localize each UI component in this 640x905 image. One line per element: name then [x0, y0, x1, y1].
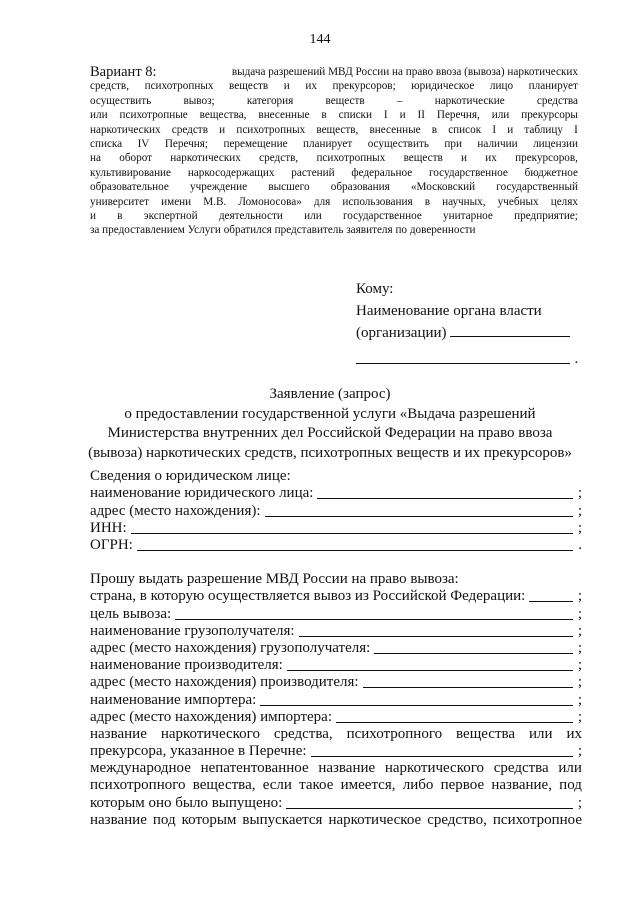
legal-entity-name-label: наименование юридического лица:	[90, 485, 314, 502]
variant-lead: Вариант 8:	[90, 64, 157, 80]
label-word: вещества,	[192, 777, 256, 794]
variant-word: «Московский	[410, 181, 476, 194]
export-request-section	[90, 571, 582, 829]
legal-entity-ogrn-label: ОГРН:	[90, 536, 133, 553]
variant-word: научных,	[442, 195, 486, 208]
variant-word: предприятие;	[514, 210, 578, 223]
variant-word: I	[574, 123, 578, 136]
variant-word: университет	[90, 195, 150, 208]
variant-word: веществ	[229, 80, 269, 93]
variant-description	[90, 65, 578, 238]
variant-word: государственный	[496, 181, 578, 194]
variant-line	[90, 180, 578, 194]
importer-address-label: адрес (место нахождения) импортера:	[90, 708, 332, 725]
variant-word: средства	[536, 94, 578, 107]
legal-entity-name-row: наименование юридического лица: ;	[90, 485, 582, 502]
manufacturer-address-row: адрес (место нахождения) производителя: ;	[90, 674, 582, 691]
export-purpose-label: цель вывоза:	[90, 605, 172, 622]
variant-word: имени	[161, 195, 192, 208]
variant-word: юридическое	[411, 80, 475, 93]
variant-word: и	[90, 210, 96, 223]
title-line-3: Министерства внутренних дел Российской Федерации на право ввоза	[107, 425, 553, 441]
title-line-4: (вывоза) наркотических средств, психотропных веществ и их прекурсоров»	[88, 444, 572, 461]
variant-word: культивирование	[90, 166, 172, 179]
label-word: первое	[440, 777, 485, 794]
variant-word: и	[399, 109, 406, 122]
variant-word: при	[444, 138, 462, 151]
consignee-address-row: адрес (место нахождения) грузополучателя: ;	[90, 639, 582, 656]
consignee-name-field[interactable]	[299, 635, 573, 637]
variant-word: II	[417, 109, 425, 122]
variant-word: I	[492, 123, 497, 136]
variant-word: учреждение	[190, 181, 248, 194]
addressee-org-line	[356, 322, 570, 344]
variant-word: прекурсоров;	[332, 80, 396, 93]
variant-word: средств	[171, 123, 208, 136]
label-word: международное	[90, 760, 191, 777]
variant-word: веществ	[403, 152, 443, 165]
legal-entity-address-label: адрес (место нахождения):	[90, 502, 261, 519]
label-word: или	[558, 760, 582, 777]
legal-entity-ogrn-field[interactable]	[137, 549, 573, 551]
label-word: наркотического	[160, 725, 260, 742]
variant-word: осуществить	[367, 138, 429, 151]
export-country-label: страна, в которую осуществляется вывоз из Российской Федерации:	[90, 588, 526, 605]
variant-word: Перечня,	[436, 109, 480, 122]
variant-word: и	[507, 123, 514, 136]
addressee-org-field[interactable]	[450, 322, 570, 337]
label-word: средства	[493, 760, 549, 777]
variant-word: планирует	[302, 138, 353, 151]
label-word: название	[318, 760, 376, 777]
variant-word: осуществить	[90, 94, 152, 107]
variant-word: для	[313, 195, 331, 208]
manufacturer-name-row: наименование производителя: ;	[90, 657, 582, 674]
export-purpose-row: цель вывоза: ;	[90, 605, 582, 622]
variant-word: наличии	[477, 138, 518, 151]
variant-word: наркотические	[434, 94, 505, 107]
variant-word: экспертной	[143, 210, 198, 223]
variant-line	[90, 108, 578, 122]
variant-word: списки	[338, 109, 372, 122]
export-heading: Прошу выдать разрешение МВД России на право вывоза:	[90, 571, 459, 588]
variant-word: список	[448, 123, 482, 136]
variant-line	[90, 123, 578, 137]
variant-word: или	[491, 109, 510, 122]
variant-word: таблицу	[524, 123, 563, 136]
variant-word: вещества,	[199, 109, 247, 122]
variant-word: планирует	[528, 80, 578, 93]
variant-word: растений	[291, 166, 335, 179]
variant-word: федеральное	[351, 166, 413, 179]
label-word: средства,	[273, 725, 333, 742]
variant-word: средств,	[259, 152, 299, 165]
variant-word: использования	[342, 195, 413, 208]
variant-word: на	[90, 152, 101, 165]
variant-word: психотропных	[236, 123, 306, 136]
legal-entity-section	[90, 468, 582, 554]
variant-word: выдача разрешений МВД России на право ввоза (вывоза) наркотических	[231, 66, 578, 78]
variant-line	[90, 209, 578, 223]
variant-word: лицензии	[533, 138, 578, 151]
variant-word: Перечня;	[164, 138, 209, 151]
variant-word: внесенные	[369, 123, 421, 136]
legal-entity-name-field[interactable]	[317, 497, 573, 499]
variant-word: или	[304, 210, 322, 223]
label-word: их	[566, 725, 582, 742]
variant-word: категория	[246, 94, 294, 107]
variant-word: образовательное	[90, 181, 169, 194]
variant-word: государственное	[342, 210, 422, 223]
label-word: вещества	[456, 725, 516, 742]
label-word: имеется,	[340, 777, 396, 794]
variant-word: учебных	[497, 195, 539, 208]
export-country-row: страна, в которую осуществляется вывоз из Российской Федерации: ;	[90, 588, 582, 605]
variant-word: вывоз;	[183, 94, 215, 107]
label-word: наркотическое	[328, 811, 422, 828]
variant-word: бюджетное	[524, 166, 578, 179]
export-purpose-field[interactable]	[175, 618, 573, 620]
legal-entity-inn-label: ИНН:	[90, 519, 127, 536]
variant-word: прекурсоров,	[515, 152, 578, 165]
manufacturer-name-field[interactable]	[287, 669, 573, 671]
legal-entity-address-field[interactable]	[265, 515, 573, 517]
variant-word: и	[461, 152, 468, 165]
variant-line	[90, 195, 578, 209]
consignee-name-row: наименование грузополучателя: ;	[90, 622, 582, 639]
inn-name-label-line-2	[90, 777, 582, 794]
label-word: если	[262, 777, 292, 794]
variant-word: целях	[550, 195, 578, 208]
addressee-to-label: Кому:	[356, 281, 394, 297]
variant-word: средств,	[90, 80, 130, 93]
substance-name-label-line-2: прекурсора, указанное в Перечне:	[90, 743, 307, 760]
label-word: под	[559, 777, 582, 794]
label-word: психотропного	[90, 777, 186, 794]
variant-word: их	[485, 152, 497, 165]
title-line-1: Заявление (запрос)	[269, 386, 391, 402]
variant-word: и	[219, 123, 226, 136]
title-line-2: о предоставлении государственной услуги «Выдача разрешений	[124, 405, 536, 422]
variant-word: высшего	[268, 181, 310, 194]
manufacturer-address-label: адрес (место нахождения) производителя:	[90, 674, 359, 691]
variant-word: и	[283, 80, 290, 93]
importer-name-label: наименование импортера:	[90, 691, 257, 708]
consignee-address-field[interactable]	[374, 652, 573, 654]
legal-entity-inn-field[interactable]	[131, 532, 573, 534]
importer-address-field[interactable]	[336, 721, 573, 723]
variant-word: психотропных	[316, 152, 386, 165]
variant-word: прекурсоры	[521, 109, 578, 122]
label-word: наркотического	[384, 760, 485, 777]
variant-word: списка	[90, 138, 123, 151]
addressee-second-field[interactable]	[356, 362, 570, 364]
request-title	[80, 385, 580, 463]
consignee-address-label: адрес (место нахождения) грузополучателя:	[90, 639, 371, 656]
legal-entity-ogrn-row: ОГРН: .	[90, 536, 582, 553]
label-word: выпускается	[242, 811, 323, 828]
variant-word: деятельности	[218, 210, 283, 223]
variant-line	[90, 94, 578, 108]
legal-entity-address-row: адрес (место нахождения): ;	[90, 502, 582, 519]
substance-name-label-line-1	[90, 726, 582, 743]
legal-entity-heading: Сведения о юридическом лице:	[90, 468, 291, 485]
inn-name-field[interactable]	[286, 807, 573, 809]
label-word: которым	[181, 811, 237, 828]
variant-line	[90, 151, 578, 165]
variant-word: в	[117, 210, 123, 223]
variant-word: или	[90, 109, 108, 122]
variant-word: внесенные	[258, 109, 310, 122]
variant-word: в	[424, 195, 430, 208]
variant-line	[90, 65, 578, 79]
variant-line	[90, 166, 578, 180]
label-word: средство,	[427, 811, 487, 828]
addressee-block	[356, 278, 579, 367]
inn-name-label-line-3: которым оно было выпущено:	[90, 794, 283, 811]
variant-word: веществ	[325, 94, 365, 107]
variant-word: наркотических	[90, 123, 161, 136]
inn-name-label-line-1	[90, 760, 582, 777]
importer-name-field[interactable]	[260, 704, 573, 706]
variant-word: перемещение	[223, 138, 288, 151]
variant-word: лицо	[489, 80, 514, 93]
label-word: непатентованное	[200, 760, 309, 777]
addressee-org-label: Наименование органа власти	[356, 303, 542, 319]
variant-word: унитарное	[443, 210, 493, 223]
label-word: под	[152, 811, 176, 828]
manufacturer-address-field[interactable]	[363, 686, 573, 688]
label-word: название	[90, 725, 147, 742]
page-number: 144	[309, 32, 331, 47]
variant-word: веществ,	[316, 123, 359, 136]
variant-word: в	[321, 109, 327, 122]
importer-name-row: наименование импортера: ;	[90, 691, 582, 708]
importer-address-row: адрес (место нахождения) импортера: ;	[90, 708, 582, 725]
variant-word: IV	[137, 138, 150, 151]
addressee-dot: .	[574, 351, 579, 367]
consignee-name-label: наименование грузополучателя:	[90, 622, 295, 639]
variant-word: государственное	[428, 166, 508, 179]
manufacturer-name-label: наименование производителя:	[90, 657, 283, 674]
variant-word: –	[396, 94, 403, 107]
variant-word: образования	[330, 181, 390, 194]
label-word: психотропного	[346, 725, 443, 742]
variant-word: М.В.	[203, 195, 227, 208]
export-country-field[interactable]	[529, 600, 573, 602]
variant-word: I	[383, 109, 388, 122]
substance-name-row: прекурсора, указанное в Перечне: ;	[90, 743, 582, 760]
label-word: или	[528, 725, 553, 742]
label-word: такое	[299, 777, 334, 794]
addressee-org-paren: (организации)	[356, 325, 447, 341]
label-word: название	[90, 811, 147, 828]
variant-word: в	[431, 123, 438, 136]
variant-word: психотропных	[144, 80, 214, 93]
legal-entity-inn-row: ИНН: ;	[90, 519, 582, 536]
released-name-label-line-1	[90, 812, 582, 829]
variant-word: Ломоносова»	[238, 195, 302, 208]
variant-word: наркосодержащих	[187, 166, 275, 179]
inn-name-row: которым оно было выпущено: ;	[90, 794, 582, 811]
variant-word: наркотических	[170, 152, 241, 165]
variant-line	[90, 79, 578, 93]
variant-word: оборот	[119, 152, 153, 165]
label-word: либо	[402, 777, 434, 794]
label-word: название,	[491, 777, 552, 794]
variant-word: психотропные	[119, 109, 188, 122]
variant-line	[90, 223, 578, 237]
substance-name-field[interactable]	[311, 755, 573, 757]
variant-word: их	[305, 80, 317, 93]
label-word: психотропное	[492, 811, 582, 828]
variant-word: за предоставлением Услуги обратился представитель заявителя по доверенности	[90, 224, 476, 237]
variant-line	[90, 137, 578, 151]
